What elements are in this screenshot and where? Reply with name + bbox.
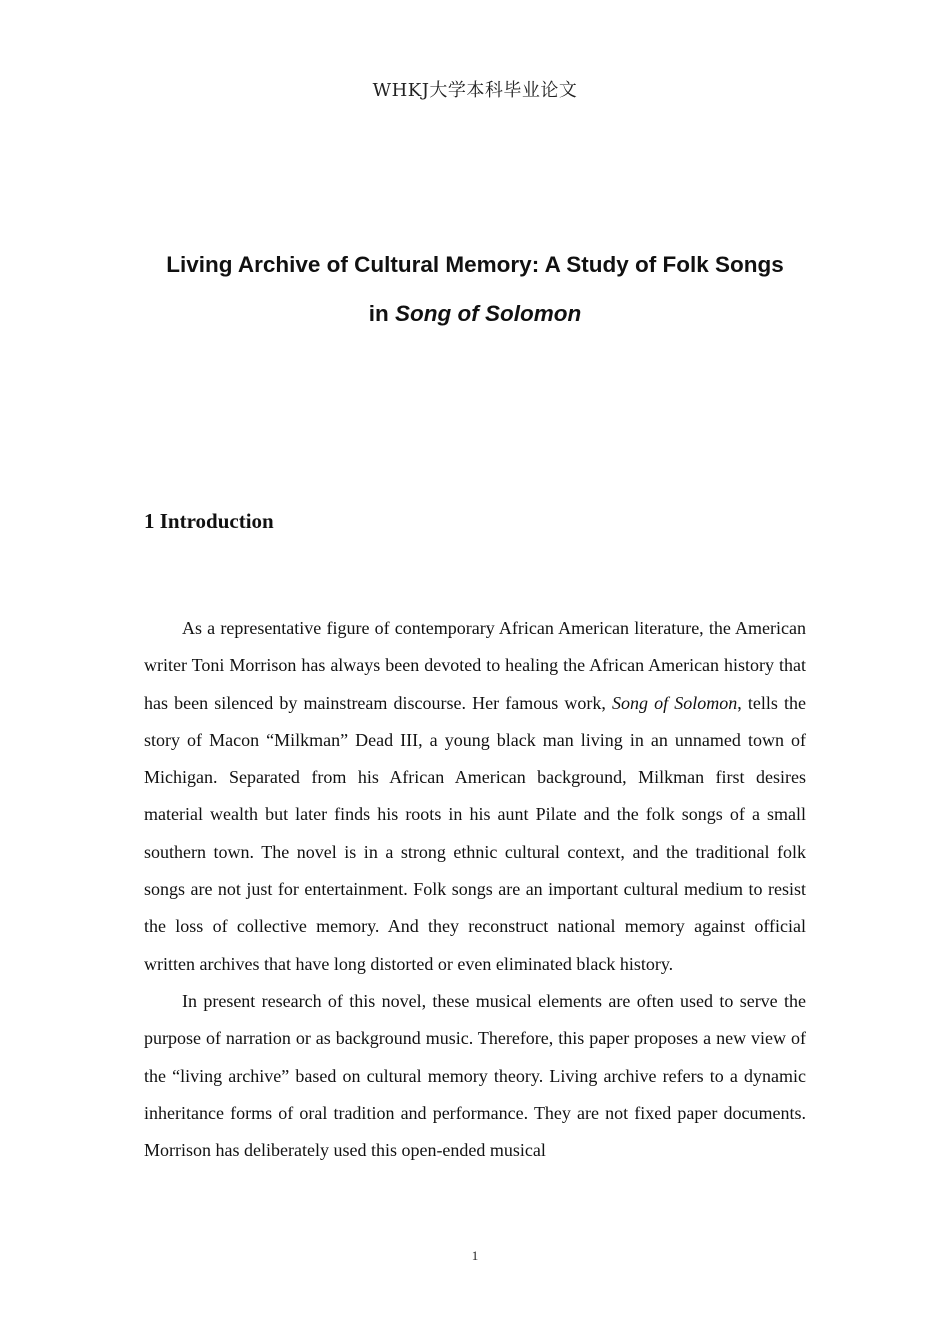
thesis-title-line-1: Living Archive of Cultural Memory: A Study of Folk Songs — [166, 252, 784, 277]
paragraph-1-intro: As a representative figure of contemporary African American literature, the American writer Toni Morrison has always been devoted to healing the African American history that has been silenced by mainstream discourse. Her famous work, — [144, 618, 806, 713]
thesis-title-line-2 — [120, 301, 830, 327]
thesis-title-book-name: Song of Solomon — [395, 301, 582, 326]
running-header: WHKJ大学本科毕业论文 — [372, 80, 578, 101]
body-text — [144, 610, 806, 1169]
page-number: 1 — [471, 1248, 479, 1263]
section-heading: 1 Introduction — [144, 509, 274, 533]
paragraph-1-rest: , tells the story of Macon “Milkman” Dead III, a young black man living in an unnamed town of Michigan. Separated from his African American background, Milkman first desires material wealth but later finds his roots in his aunt Pilate and the folk songs of a small southern town. The novel is in a strong ethnic cultural context, and the traditional folk songs are not just for entertainment. Folk songs are an important cultural medium to resist the loss of collective memory. And they reconstruct national memory against official written archives that have long distorted or even eliminated black history. — [144, 692, 806, 974]
thesis-title-prefix: in — [368, 301, 396, 326]
paragraph-2: In present research of this novel, these musical elements are often used to serve the purpose of narration or as background music. Therefore, this paper proposes a new view of the “living archive” based on cultural memory theory. Living archive refers to a dynamic inheritance forms of oral tradition and performance. They are not fixed paper documents. Morrison has deliberately used this open-ended musical — [144, 990, 806, 1161]
paragraph-1-book-title: Song of Solomon — [611, 692, 738, 713]
paragraph-1 — [144, 610, 806, 983]
